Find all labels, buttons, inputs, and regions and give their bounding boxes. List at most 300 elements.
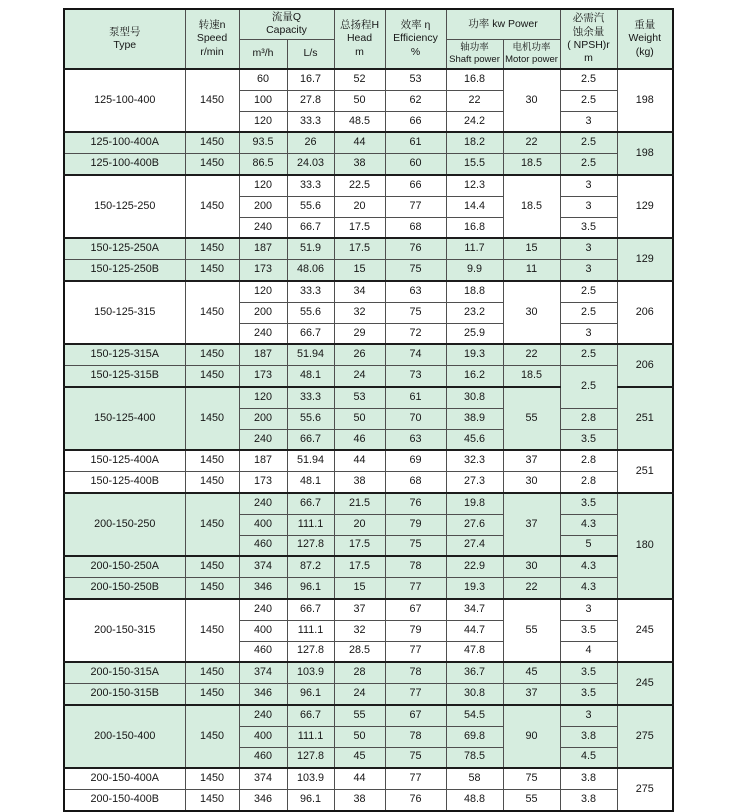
- cell-m3h: 60: [239, 69, 287, 90]
- cell-npsh: 2.5: [560, 69, 617, 90]
- cell-ls: 127.8: [287, 535, 334, 556]
- cell-ls: 111.1: [287, 514, 334, 535]
- cell-head: 24: [334, 684, 385, 705]
- cell-type: 125-100-400B: [64, 154, 185, 175]
- cell-type: 200-150-315A: [64, 662, 185, 683]
- cell-m3h: 460: [239, 747, 287, 768]
- cell-shaft: 27.4: [446, 535, 503, 556]
- cell-ls: 111.1: [287, 620, 334, 641]
- cell-m3h: 93.5: [239, 132, 287, 153]
- spec-row: [64, 599, 673, 620]
- table-body: [64, 69, 673, 811]
- cell-eff: 63: [385, 429, 446, 450]
- cell-eff: 76: [385, 238, 446, 259]
- cell-motor: 30: [503, 556, 560, 577]
- cell-ls: 103.9: [287, 662, 334, 683]
- cell-head: 53: [334, 387, 385, 408]
- cell-npsh: 3.5: [560, 493, 617, 514]
- cell-head: 17.5: [334, 238, 385, 259]
- cell-eff: 78: [385, 662, 446, 683]
- cell-shaft: 47.8: [446, 641, 503, 662]
- cell-motor: 22: [503, 344, 560, 365]
- cell-motor: 22: [503, 132, 560, 153]
- cell-head: 21.5: [334, 493, 385, 514]
- cell-head: 26: [334, 344, 385, 365]
- cell-weight: 245: [617, 662, 673, 705]
- cell-m3h: 374: [239, 662, 287, 683]
- cell-npsh: 4: [560, 641, 617, 662]
- cell-head: 29: [334, 323, 385, 344]
- cell-ls: 51.94: [287, 344, 334, 365]
- cell-shaft: 16.2: [446, 366, 503, 387]
- cell-ls: 55.6: [287, 302, 334, 323]
- cell-shaft: 69.8: [446, 726, 503, 747]
- cell-type: 200-150-250B: [64, 578, 185, 599]
- cell-speed: 1450: [185, 69, 239, 132]
- cell-ls: 48.06: [287, 260, 334, 281]
- pump-spec-sheet: [63, 8, 674, 812]
- cell-shaft: 24.2: [446, 111, 503, 132]
- spec-row: [64, 790, 673, 811]
- cell-type: 150-125-400: [64, 387, 185, 450]
- cell-speed: 1450: [185, 556, 239, 577]
- cell-speed: 1450: [185, 493, 239, 556]
- cell-eff: 76: [385, 493, 446, 514]
- cell-type: 200-150-400B: [64, 790, 185, 811]
- cell-m3h: 200: [239, 408, 287, 429]
- cell-motor: 18.5: [503, 175, 560, 238]
- cell-m3h: 240: [239, 705, 287, 726]
- cell-head: 38: [334, 472, 385, 493]
- cell-m3h: 240: [239, 429, 287, 450]
- cell-npsh: 2.5: [560, 154, 617, 175]
- cell-head: 45: [334, 747, 385, 768]
- cell-eff: 70: [385, 408, 446, 429]
- cell-speed: 1450: [185, 684, 239, 705]
- cell-head: 24: [334, 366, 385, 387]
- cell-m3h: 120: [239, 387, 287, 408]
- cell-head: 20: [334, 196, 385, 217]
- cell-npsh: 3.5: [560, 217, 617, 238]
- cell-m3h: 400: [239, 620, 287, 641]
- col-header-npsh: 必需汽 蚀余量 ( NPSH)r m: [560, 9, 617, 69]
- cell-eff: 68: [385, 217, 446, 238]
- cell-speed: 1450: [185, 768, 239, 789]
- cell-npsh: 4.3: [560, 578, 617, 599]
- cell-head: 46: [334, 429, 385, 450]
- cell-ls: 48.1: [287, 472, 334, 493]
- pump-specs-table: [63, 8, 674, 812]
- cell-head: 55: [334, 705, 385, 726]
- cell-m3h: 460: [239, 535, 287, 556]
- cell-shaft: 58: [446, 768, 503, 789]
- cell-speed: 1450: [185, 387, 239, 450]
- cell-weight: 129: [617, 238, 673, 281]
- cell-weight: 245: [617, 599, 673, 662]
- col-header-motor-power: 电机功率 Motor power: [503, 39, 560, 69]
- cell-eff: 72: [385, 323, 446, 344]
- cell-m3h: 374: [239, 768, 287, 789]
- cell-m3h: 173: [239, 472, 287, 493]
- cell-npsh: 3: [560, 260, 617, 281]
- cell-type: 200-150-315B: [64, 684, 185, 705]
- cell-motor: 22: [503, 578, 560, 599]
- cell-head: 44: [334, 132, 385, 153]
- cell-shaft: 45.6: [446, 429, 503, 450]
- cell-motor: 55: [503, 599, 560, 662]
- cell-shaft: 30.8: [446, 684, 503, 705]
- cell-type: 200-150-250A: [64, 556, 185, 577]
- cell-m3h: 400: [239, 514, 287, 535]
- cell-speed: 1450: [185, 790, 239, 811]
- cell-npsh: 4.3: [560, 556, 617, 577]
- cell-eff: 74: [385, 344, 446, 365]
- cell-weight: 129: [617, 175, 673, 238]
- cell-eff: 66: [385, 111, 446, 132]
- cell-eff: 61: [385, 132, 446, 153]
- cell-m3h: 240: [239, 599, 287, 620]
- cell-m3h: 460: [239, 641, 287, 662]
- cell-type: 150-125-315A: [64, 344, 185, 365]
- cell-eff: 76: [385, 790, 446, 811]
- cell-type: 150-125-250A: [64, 238, 185, 259]
- spec-row: [64, 493, 673, 514]
- cell-shaft: 48.8: [446, 790, 503, 811]
- cell-shaft: 16.8: [446, 217, 503, 238]
- cell-npsh: 2.5: [560, 302, 617, 323]
- col-header-ls: L/s: [287, 39, 334, 69]
- cell-motor: 45: [503, 662, 560, 683]
- cell-m3h: 173: [239, 260, 287, 281]
- cell-m3h: 374: [239, 556, 287, 577]
- col-header-head: 总扬程H Head m: [334, 9, 385, 69]
- cell-ls: 33.3: [287, 175, 334, 196]
- spec-row: [64, 344, 673, 365]
- spec-row: [64, 705, 673, 726]
- cell-npsh: 4.5: [560, 747, 617, 768]
- cell-speed: 1450: [185, 366, 239, 387]
- cell-head: 15: [334, 578, 385, 599]
- cell-weight: 206: [617, 344, 673, 387]
- cell-shaft: 22.9: [446, 556, 503, 577]
- cell-type: 150-125-250: [64, 175, 185, 238]
- cell-speed: 1450: [185, 705, 239, 768]
- cell-npsh: 3: [560, 196, 617, 217]
- cell-speed: 1450: [185, 281, 239, 344]
- cell-npsh: 3.5: [560, 429, 617, 450]
- cell-motor: 37: [503, 684, 560, 705]
- cell-ls: 48.1: [287, 366, 334, 387]
- cell-motor: 18.5: [503, 154, 560, 175]
- spec-row: [64, 132, 673, 153]
- cell-ls: 55.6: [287, 408, 334, 429]
- spec-row: [64, 281, 673, 302]
- cell-eff: 77: [385, 578, 446, 599]
- cell-head: 37: [334, 599, 385, 620]
- cell-m3h: 346: [239, 790, 287, 811]
- cell-ls: 96.1: [287, 578, 334, 599]
- cell-ls: 33.3: [287, 281, 334, 302]
- cell-eff: 67: [385, 705, 446, 726]
- cell-m3h: 120: [239, 281, 287, 302]
- cell-shaft: 19.3: [446, 344, 503, 365]
- cell-ls: 51.94: [287, 450, 334, 471]
- col-header-m3h: m³/h: [239, 39, 287, 69]
- cell-eff: 79: [385, 514, 446, 535]
- cell-npsh: 3: [560, 705, 617, 726]
- cell-m3h: 200: [239, 302, 287, 323]
- cell-ls: 66.7: [287, 429, 334, 450]
- cell-shaft: 15.5: [446, 154, 503, 175]
- cell-shaft: 44.7: [446, 620, 503, 641]
- cell-npsh: 2.8: [560, 450, 617, 471]
- cell-speed: 1450: [185, 132, 239, 153]
- cell-speed: 1450: [185, 238, 239, 259]
- cell-ls: 66.7: [287, 323, 334, 344]
- cell-weight: 198: [617, 69, 673, 132]
- cell-m3h: 120: [239, 111, 287, 132]
- col-header-type: 泵型号 Type: [64, 9, 185, 69]
- cell-shaft: 23.2: [446, 302, 503, 323]
- cell-ls: 26: [287, 132, 334, 153]
- cell-shaft: 19.3: [446, 578, 503, 599]
- cell-speed: 1450: [185, 260, 239, 281]
- spec-row: [64, 238, 673, 259]
- cell-ls: 96.1: [287, 790, 334, 811]
- cell-npsh: 2.8: [560, 408, 617, 429]
- cell-motor: 15: [503, 238, 560, 259]
- cell-shaft: 32.3: [446, 450, 503, 471]
- cell-shaft: 34.7: [446, 599, 503, 620]
- cell-npsh: 3: [560, 111, 617, 132]
- cell-ls: 127.8: [287, 747, 334, 768]
- cell-motor: 37: [503, 493, 560, 556]
- cell-shaft: 38.9: [446, 408, 503, 429]
- cell-motor: 18.5: [503, 366, 560, 387]
- cell-npsh: 3.8: [560, 726, 617, 747]
- cell-shaft: 11.7: [446, 238, 503, 259]
- cell-npsh: 3: [560, 238, 617, 259]
- cell-weight: 206: [617, 281, 673, 344]
- cell-head: 20: [334, 514, 385, 535]
- cell-motor: 11: [503, 260, 560, 281]
- cell-eff: 78: [385, 556, 446, 577]
- cell-head: 50: [334, 408, 385, 429]
- cell-shaft: 30.8: [446, 387, 503, 408]
- cell-eff: 63: [385, 281, 446, 302]
- cell-eff: 62: [385, 90, 446, 111]
- cell-speed: 1450: [185, 154, 239, 175]
- cell-type: 150-125-400A: [64, 450, 185, 471]
- spec-row: [64, 768, 673, 789]
- col-header-speed: 转速n Speed r/min: [185, 9, 239, 69]
- cell-type: 200-150-400A: [64, 768, 185, 789]
- cell-m3h: 400: [239, 726, 287, 747]
- cell-m3h: 346: [239, 684, 287, 705]
- cell-eff: 79: [385, 620, 446, 641]
- col-header-efficiency: 效率 η Efficiency %: [385, 9, 446, 69]
- cell-m3h: 120: [239, 175, 287, 196]
- cell-shaft: 22: [446, 90, 503, 111]
- cell-m3h: 100: [239, 90, 287, 111]
- cell-ls: 96.1: [287, 684, 334, 705]
- cell-speed: 1450: [185, 472, 239, 493]
- cell-m3h: 187: [239, 238, 287, 259]
- cell-shaft: 19.8: [446, 493, 503, 514]
- cell-motor: 30: [503, 472, 560, 493]
- cell-eff: 77: [385, 641, 446, 662]
- cell-weight: 275: [617, 768, 673, 811]
- spec-row: [64, 556, 673, 577]
- cell-speed: 1450: [185, 578, 239, 599]
- cell-shaft: 18.8: [446, 281, 503, 302]
- cell-ls: 103.9: [287, 768, 334, 789]
- cell-eff: 75: [385, 302, 446, 323]
- cell-m3h: 240: [239, 323, 287, 344]
- cell-head: 22.5: [334, 175, 385, 196]
- cell-npsh: 3: [560, 175, 617, 196]
- cell-m3h: 187: [239, 450, 287, 471]
- col-header-weight: 重量 Weight (kg): [617, 9, 673, 69]
- cell-eff: 67: [385, 599, 446, 620]
- cell-weight: 251: [617, 387, 673, 450]
- cell-eff: 73: [385, 366, 446, 387]
- cell-ls: 66.7: [287, 217, 334, 238]
- cell-type: 200-150-315: [64, 599, 185, 662]
- cell-type: 150-125-315B: [64, 366, 185, 387]
- cell-ls: 33.3: [287, 387, 334, 408]
- cell-head: 15: [334, 260, 385, 281]
- spec-row: [64, 175, 673, 196]
- cell-ls: 24.03: [287, 154, 334, 175]
- cell-eff: 77: [385, 768, 446, 789]
- spec-row: [64, 366, 673, 387]
- col-header-shaft-power: 轴功率 Shaft power: [446, 39, 503, 69]
- cell-weight: 180: [617, 493, 673, 599]
- spec-row: [64, 662, 673, 683]
- cell-ls: 87.2: [287, 556, 334, 577]
- cell-npsh: 2.5: [560, 90, 617, 111]
- cell-speed: 1450: [185, 662, 239, 683]
- cell-head: 44: [334, 768, 385, 789]
- cell-shaft: 27.6: [446, 514, 503, 535]
- cell-npsh: 3.5: [560, 684, 617, 705]
- cell-head: 32: [334, 302, 385, 323]
- cell-head: 52: [334, 69, 385, 90]
- cell-head: 34: [334, 281, 385, 302]
- cell-npsh: 2.5: [560, 344, 617, 365]
- spec-row: [64, 578, 673, 599]
- col-header-capacity: 流量Q Capacity: [239, 9, 334, 39]
- cell-ls: 51.9: [287, 238, 334, 259]
- cell-head: 44: [334, 450, 385, 471]
- cell-m3h: 346: [239, 578, 287, 599]
- cell-m3h: 240: [239, 217, 287, 238]
- cell-type: 200-150-250: [64, 493, 185, 556]
- cell-type: 150-125-400B: [64, 472, 185, 493]
- cell-motor: 37: [503, 450, 560, 471]
- cell-motor: 55: [503, 790, 560, 811]
- cell-ls: 55.6: [287, 196, 334, 217]
- cell-shaft: 12.3: [446, 175, 503, 196]
- cell-eff: 60: [385, 154, 446, 175]
- cell-speed: 1450: [185, 599, 239, 662]
- cell-npsh: 3: [560, 599, 617, 620]
- cell-head: 38: [334, 154, 385, 175]
- cell-weight: 275: [617, 705, 673, 768]
- cell-motor: 30: [503, 281, 560, 344]
- cell-ls: 127.8: [287, 641, 334, 662]
- cell-shaft: 14.4: [446, 196, 503, 217]
- col-header-power: 功率 kw Power: [446, 9, 560, 39]
- cell-npsh: 3.5: [560, 662, 617, 683]
- cell-eff: 75: [385, 747, 446, 768]
- cell-ls: 16.7: [287, 69, 334, 90]
- cell-type: 150-125-250B: [64, 260, 185, 281]
- cell-eff: 69: [385, 450, 446, 471]
- cell-npsh: 3.8: [560, 790, 617, 811]
- cell-npsh: 3.8: [560, 768, 617, 789]
- cell-ls: 27.8: [287, 90, 334, 111]
- cell-shaft: 36.7: [446, 662, 503, 683]
- cell-m3h: 200: [239, 196, 287, 217]
- spec-row: [64, 684, 673, 705]
- cell-npsh: 2.5: [560, 132, 617, 153]
- cell-eff: 61: [385, 387, 446, 408]
- cell-m3h: 187: [239, 344, 287, 365]
- cell-ls: 33.3: [287, 111, 334, 132]
- cell-head: 28: [334, 662, 385, 683]
- cell-type: 200-150-400: [64, 705, 185, 768]
- cell-head: 17.5: [334, 556, 385, 577]
- cell-motor: 30: [503, 69, 560, 132]
- spec-row: [64, 472, 673, 493]
- cell-head: 17.5: [334, 217, 385, 238]
- cell-head: 38: [334, 790, 385, 811]
- cell-eff: 75: [385, 260, 446, 281]
- cell-m3h: 86.5: [239, 154, 287, 175]
- cell-ls: 111.1: [287, 726, 334, 747]
- cell-weight: 198: [617, 132, 673, 175]
- spec-row: [64, 69, 673, 90]
- cell-head: 48.5: [334, 111, 385, 132]
- cell-npsh: 4.3: [560, 514, 617, 535]
- cell-eff: 68: [385, 472, 446, 493]
- cell-eff: 77: [385, 196, 446, 217]
- cell-type: 125-100-400A: [64, 132, 185, 153]
- cell-head: 17.5: [334, 535, 385, 556]
- cell-shaft: 27.3: [446, 472, 503, 493]
- cell-eff: 66: [385, 175, 446, 196]
- cell-m3h: 240: [239, 493, 287, 514]
- cell-head: 28.5: [334, 641, 385, 662]
- cell-speed: 1450: [185, 175, 239, 238]
- cell-shaft: 54.5: [446, 705, 503, 726]
- cell-shaft: 78.5: [446, 747, 503, 768]
- cell-shaft: 16.8: [446, 69, 503, 90]
- spec-row: [64, 450, 673, 471]
- cell-npsh: 2.8: [560, 472, 617, 493]
- cell-motor: 75: [503, 768, 560, 789]
- cell-shaft: 25.9: [446, 323, 503, 344]
- cell-type: 125-100-400: [64, 69, 185, 132]
- cell-ls: 66.7: [287, 493, 334, 514]
- cell-m3h: 173: [239, 366, 287, 387]
- cell-ls: 66.7: [287, 599, 334, 620]
- cell-head: 50: [334, 90, 385, 111]
- spec-row: [64, 154, 673, 175]
- cell-eff: 77: [385, 684, 446, 705]
